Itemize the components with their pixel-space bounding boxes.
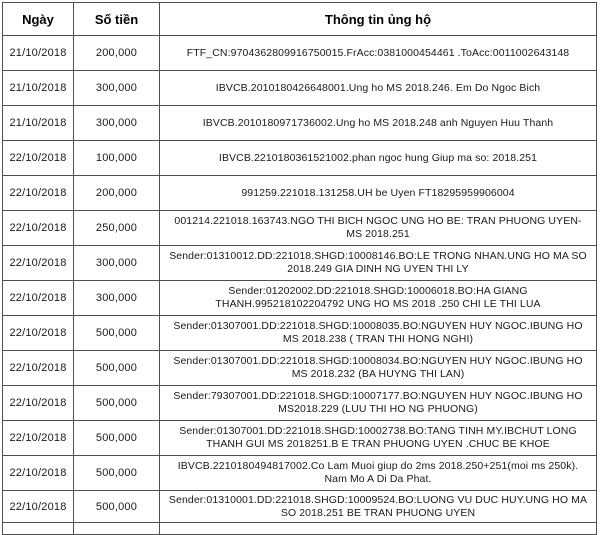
- donations-table: [2, 2, 597, 535]
- cell-amount: 300,000: [74, 106, 160, 141]
- cell-amount: 500,000: [74, 491, 160, 523]
- cell-info: IBVCB.2210180361521002.phan ngoc hung Giup ma so: 2018.251: [160, 141, 597, 176]
- cell-date: 22/10/2018: [3, 246, 74, 281]
- table-row: [3, 141, 597, 176]
- cell-date: 22/10/2018: [3, 316, 74, 351]
- table-row: [3, 106, 597, 141]
- cell-amount: 300,000: [74, 71, 160, 106]
- table-row: [3, 456, 597, 491]
- cell-amount: 300,000: [74, 246, 160, 281]
- cell-date: 22/10/2018: [3, 421, 74, 456]
- cell-amount: 250,000: [74, 211, 160, 246]
- cell-date: 22/10/2018: [3, 211, 74, 246]
- cell-info: IBVCB.2010180426648001.Ung ho MS 2018.246. Em Do Ngoc Bich: [160, 71, 597, 106]
- cell-amount: 500,000: [74, 386, 160, 421]
- cell-date: 22/10/2018: [3, 141, 74, 176]
- cell-amount: 500,000: [74, 351, 160, 386]
- table-row: [3, 491, 597, 523]
- cell-info: IBVCB.2010180971736002.Ung ho MS 2018.248 anh Nguyen Huu Thanh: [160, 106, 597, 141]
- table-row: [3, 421, 597, 456]
- cell-info: 001214.221018.163743.NGO THI BICH NGOC UNG HO BE: TRAN PHUONG UYEN-MS 2018.251: [160, 211, 597, 246]
- cell-date: 22/10/2018: [3, 176, 74, 211]
- table-row: [3, 71, 597, 106]
- cell-info: Sender:79307001.DD:221018.SHGD:10007177.BO:NGUYEN HUY NGOC.IBUNG HO MS2018.229 (LUU THI HO NG PHUONG): [160, 386, 597, 421]
- cell-amount: 100,000: [74, 141, 160, 176]
- table-row: [3, 246, 597, 281]
- table-body: [3, 36, 597, 523]
- column-header-date: Ngày: [3, 3, 74, 36]
- table-row: [3, 211, 597, 246]
- cell-date: 21/10/2018: [3, 36, 74, 71]
- table-header: [3, 3, 597, 36]
- cell-info: 991259.221018.131258.UH be Uyen FT18295959906004: [160, 176, 597, 211]
- table-row: [3, 351, 597, 386]
- cell-info: Sender:01202002.DD:221018.SHGD:10006018.BO:HA GIANG THANH.995218102204792 UNG HO MS 2018 .250 CHI LE THI LUA: [160, 281, 597, 316]
- cell-date: 22/10/2018: [3, 456, 74, 491]
- cell-info: Sender:01307001.DD:221018.SHGD:10008034.BO:NGUYEN HUY NGOC.IBUNG HO MS 2018.232 (BA HUYNG THI LAN): [160, 351, 597, 386]
- cell-info: Sender:01307001.DD:221018.SHGD:10008035.BO:NGUYEN HUY NGOC.IBUNG HO MS 2018.238 ( TRAN THI HONG NGHI): [160, 316, 597, 351]
- cell-info: IBVCB.2210180494817002.Co Lam Muoi giup do 2ms 2018.250+251(moi ms 250k). Nam Mo A Di Da Phat.: [160, 456, 597, 491]
- column-header-info: Thông tin ủng hộ: [160, 3, 597, 36]
- cell-date: 22/10/2018: [3, 491, 74, 523]
- table-row: [3, 281, 597, 316]
- cell-date: 22/10/2018: [3, 281, 74, 316]
- header-row: [3, 3, 597, 36]
- cell-date: 21/10/2018: [3, 71, 74, 106]
- cell-amount: 500,000: [74, 316, 160, 351]
- cell-amount: 500,000: [74, 421, 160, 456]
- cell-date: 22/10/2018: [3, 386, 74, 421]
- cell-info: Sender:01307001.DD:221018.SHGD:10002738.BO:TANG TINH MY.IBCHUT LONG THANH GUI MS 2018251.B E TRAN PHUONG UYEN .CHUC BE KHOE: [160, 421, 597, 456]
- cell-amount: 300,000: [74, 281, 160, 316]
- table-row: [3, 176, 597, 211]
- cell-amount: 500,000: [74, 456, 160, 491]
- cell-date: 22/10/2018: [3, 351, 74, 386]
- column-header-amount: Số tiền: [74, 3, 160, 36]
- table-row: [3, 36, 597, 71]
- cell-info: Sender:01310012.DD:221018.SHGD:10008146.BO:LE TRONG NHAN.UNG HO MA SO 2018.249 GIA DINH NG UYEN THI LY: [160, 246, 597, 281]
- cell-info: Sender:01310001.DD:221018.SHGD:10009524.BO:LUONG VU DUC HUY.UNG HO MA SO 2018.251 BE TRAN PHUONG UYEN: [160, 491, 597, 523]
- cell-amount: 200,000: [74, 36, 160, 71]
- cell-date: 21/10/2018: [3, 106, 74, 141]
- cell-info: FTF_CN:9704362809916750015.FrAcc:0381000454461 .ToAcc:0011002643148: [160, 36, 597, 71]
- cell-amount: 200,000: [74, 176, 160, 211]
- table-row: [3, 316, 597, 351]
- table-row: [3, 386, 597, 421]
